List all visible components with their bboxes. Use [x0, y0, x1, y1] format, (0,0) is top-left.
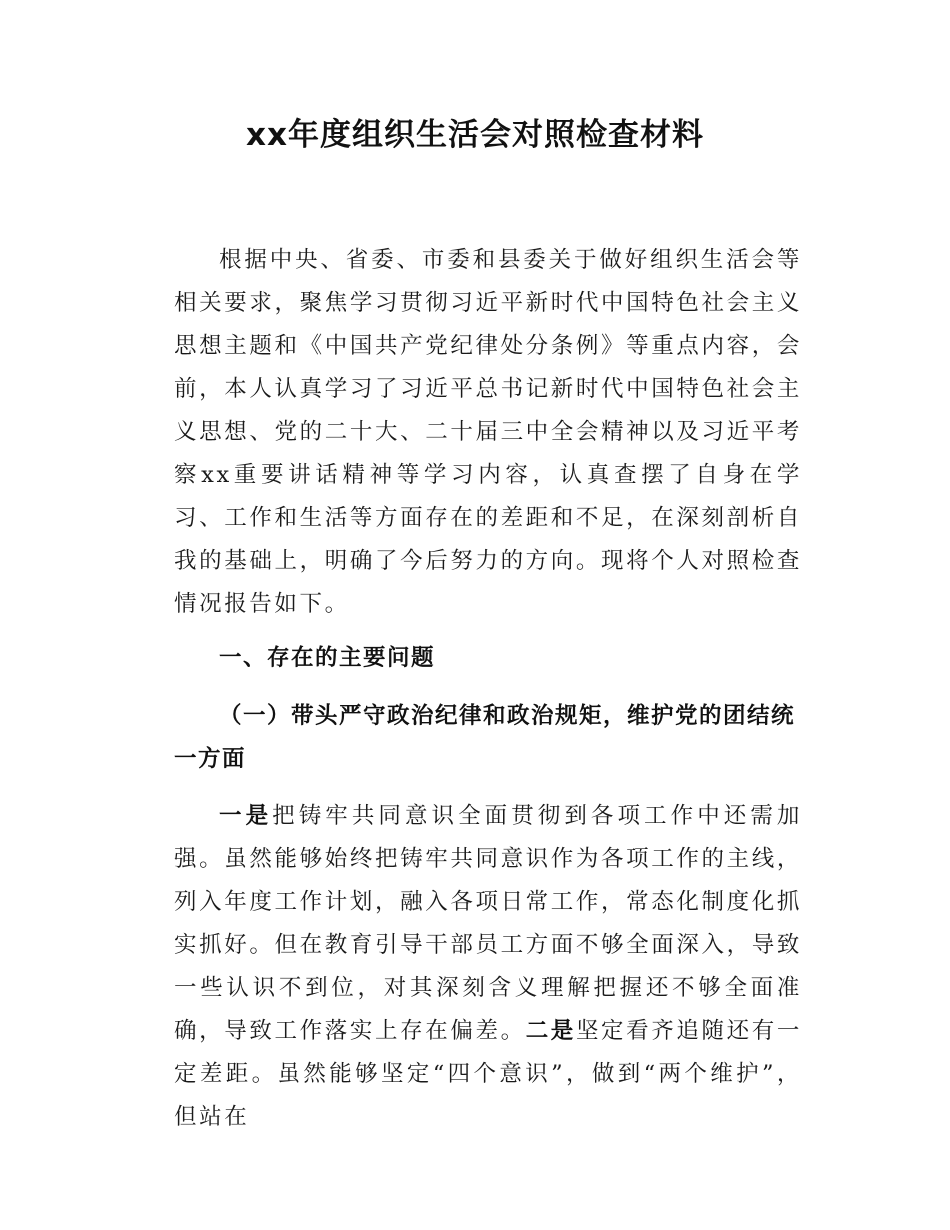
section-heading: 一、存在的主要问题	[219, 645, 436, 671]
document-title: xx年度组织生活会对照检查材料	[246, 117, 704, 153]
point-2-text: 坚定看齐追随还有一定差距。虽然能够坚定“四个意识”，做到“两个维护”，但站在	[174, 1018, 802, 1130]
subsection-heading: （一）带头严守政治纪律和政治规矩，维护党的团结统一方面	[174, 703, 796, 772]
point-1-text: 把铸牢共同意识全面贯彻到各项工作中还需加强。虽然能够始终把铸牢共同意识作为各项工作的主线，列入年度工作计划，融入各项日常工作，常态化制度化抓实抓好。但在教育引导干部员工方面不够全面深入，导致一些认识不到位，对其深刻含义理解把握还不够全面准确，导致工作落实上存在偏差。	[174, 803, 802, 1044]
point-2-lead: 二是	[525, 1018, 576, 1044]
problem-paragraph	[174, 795, 802, 1139]
point-1-lead: 一是	[219, 803, 273, 829]
intro-paragraph: 根据中央、省委、市委和县委关于做好组织生活会等相关要求，聚焦学习贯彻习近平新时代中国特色社会主义思想主题和《中国共产党纪律处分条例》等重点内容，会前，本人认真学习了习近平总书记新时代中国特色社会主义思想、党的二十大、二十届三中全会精神以及习近平考察xx重要讲话精神等学习内容，认真查摆了自身在学习、工作和生活等方面存在的差距和不足，在深刻剖析自我的基础上，明确了今后努力的方向。现将个人对照检查情况报告如下。	[174, 247, 802, 617]
